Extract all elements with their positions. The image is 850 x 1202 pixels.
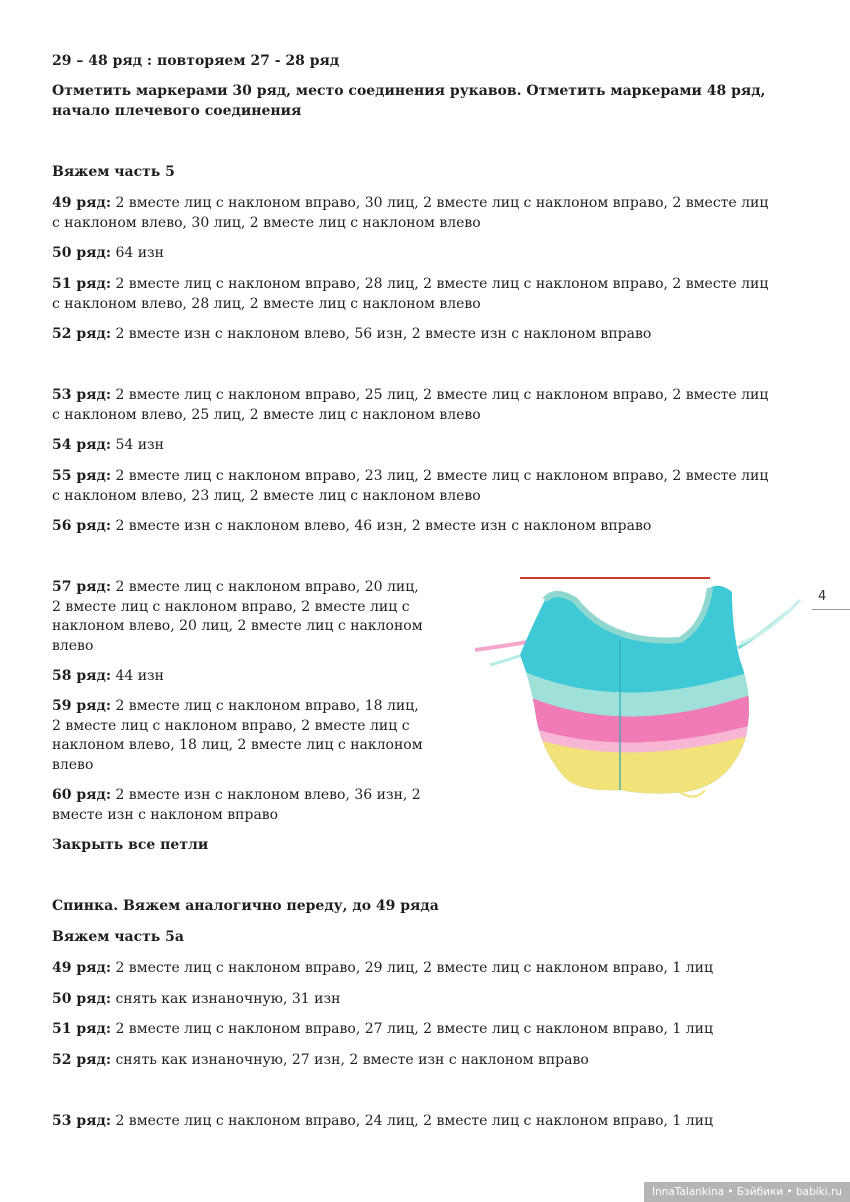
- part5-heading: Вяжем часть 5: [52, 164, 175, 180]
- knitted-body: [510, 570, 770, 805]
- row-instruction: 54 ряд: 54 изн: [52, 437, 165, 453]
- row-instruction: 53 ряд: 2 вместе лиц с наклоном вправо, 25 лиц, 2 вместе лиц с наклоном вправо, 2 вместе лиц с наклоном влево, 25 лиц, 2 вместе лиц с наклоном влево: [52, 387, 769, 423]
- row-instruction: 59 ряд: 2 вместе лиц с наклоном вправо, 18 лиц, 2 вместе лиц с наклоном вправо, 2 вместе лиц с наклоном влево, 18 лиц, 2 вместе лиц с наклоном влево: [52, 698, 423, 773]
- part5a-heading: Вяжем часть 5а: [52, 929, 184, 945]
- row-instruction: 60 ряд: 2 вместе изн с наклоном влево, 36 изн, 2 вместе изн с наклоном вправо: [52, 787, 421, 823]
- row-instruction: 58 ряд: 44 изн: [52, 668, 165, 684]
- row-instruction: 50 ряд: снять как изнаночную, 31 изн: [52, 991, 341, 1007]
- row-instruction: 55 ряд: 2 вместе лиц с наклоном вправо, 23 лиц, 2 вместе лиц с наклоном вправо, 2 вместе лиц с наклоном влево, 23 лиц, 2 вместе лиц с наклоном влево: [52, 468, 769, 504]
- page-number-rule: [812, 609, 850, 610]
- repeat-rows-heading: 29 – 48 ряд : повторяем 27 - 28 ряд: [52, 53, 340, 69]
- row-instruction: 51 ряд: 2 вместе лиц с наклоном вправо, 27 лиц, 2 вместе лиц с наклоном вправо, 1 лиц: [52, 1021, 713, 1037]
- page-number: 4: [818, 589, 827, 604]
- markers-note: Отметить маркерами 30 ряд, место соединения рукавов. Отметить маркерами 48 ряд, начало плечевого соединения: [52, 83, 766, 119]
- knitted-piece-photo: [470, 570, 810, 805]
- back-heading: Спинка. Вяжем аналогично переду, до 49 ряда: [52, 898, 439, 914]
- row-instruction: 50 ряд: 64 изн: [52, 245, 165, 261]
- row-instruction: 51 ряд: 2 вместе лиц с наклоном вправо, 28 лиц, 2 вместе лиц с наклоном вправо, 2 вместе лиц с наклоном влево, 28 лиц, 2 вместе лиц с наклоном влево: [52, 276, 769, 312]
- row-instruction: 57 ряд: 2 вместе лиц с наклоном вправо, 20 лиц, 2 вместе лиц с наклоном вправо, 2 вместе лиц с наклоном влево, 20 лиц, 2 вместе лиц с наклоном влево: [52, 579, 423, 654]
- row-instruction: 56 ряд: 2 вместе изн с наклоном влево, 46 изн, 2 вместе изн с наклоном вправо: [52, 518, 652, 534]
- yarn-strand: [740, 600, 800, 644]
- row-instruction: 49 ряд: 2 вместе лиц с наклоном вправо, 29 лиц, 2 вместе лиц с наклоном вправо, 1 лиц: [52, 960, 713, 976]
- row-instruction: 52 ряд: снять как изнаночную, 27 изн, 2 вместе изн с наклоном вправо: [52, 1052, 589, 1068]
- bind-off-note: Закрыть все петли: [52, 837, 209, 853]
- row-instruction: 52 ряд: 2 вместе изн с наклоном влево, 56 изн, 2 вместе изн с наклоном вправо: [52, 326, 652, 342]
- watermark: InnaTalankina • Бэйбики • babiki.ru: [644, 1182, 850, 1202]
- row-instruction: 53 ряд: 2 вместе лиц с наклоном вправо, 24 лиц, 2 вместе лиц с наклоном вправо, 1 лиц: [52, 1113, 713, 1129]
- row-instruction: 49 ряд: 2 вместе лиц с наклоном вправо, 30 лиц, 2 вместе лиц с наклоном вправо, 2 вместе лиц с наклоном влево, 30 лиц, 2 вместе лиц с наклоном влево: [52, 195, 769, 231]
